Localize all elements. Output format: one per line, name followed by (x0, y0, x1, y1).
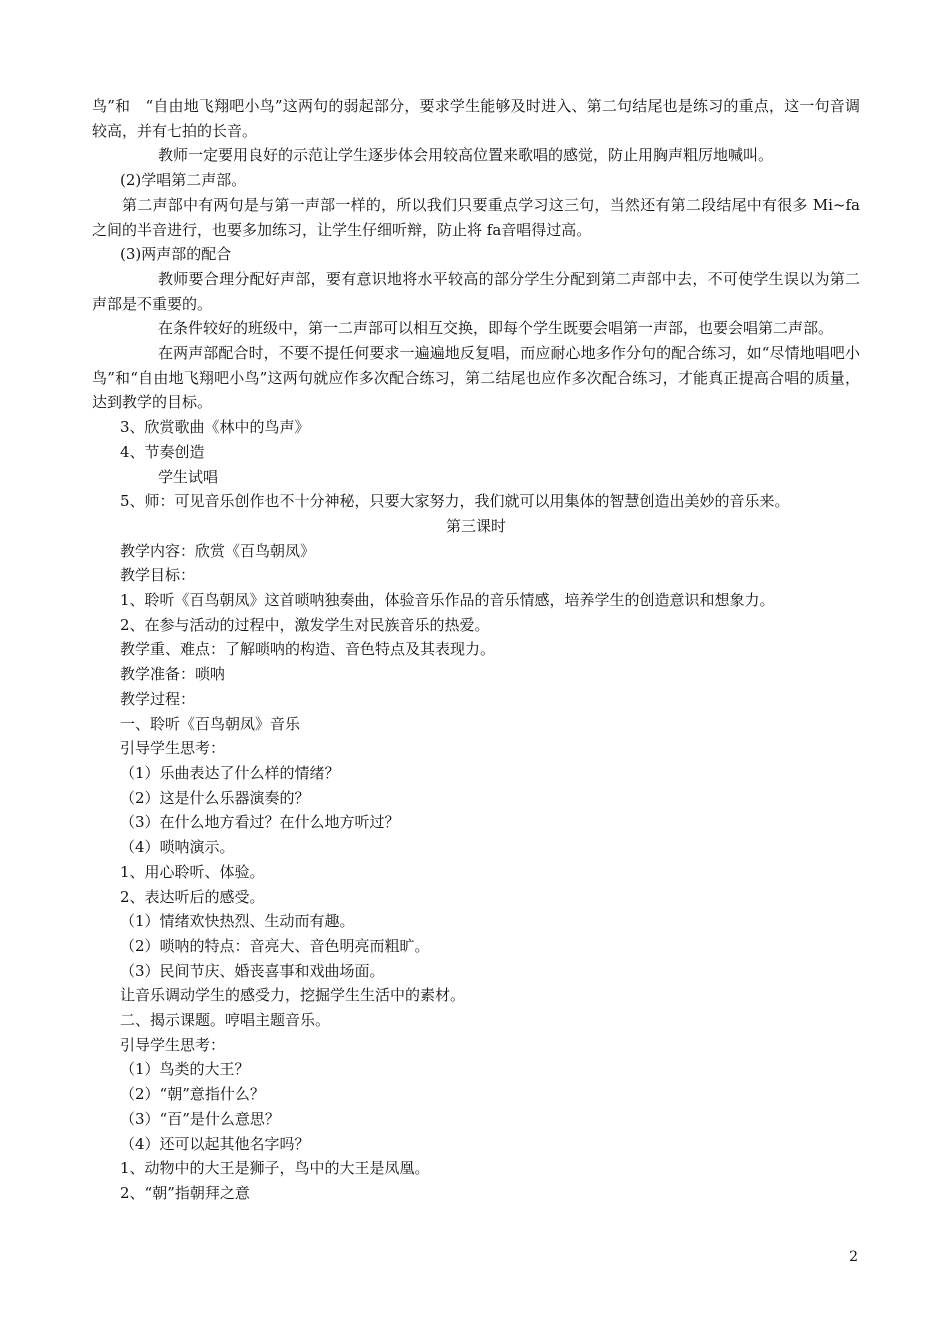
paragraph-34: 引导学生思考： (120, 1035, 226, 1054)
paragraph-8: 在两声部配合时，不要不提任何要求一遍遍地反复唱，而应耐心地多作分句的配合练习，如“尽情地唱吧小鸟”和“自由地飞翔吧小鸟”这两句就应作多次配合练习，第二结尾也应作多次配合练习，才能真正提高合唱的质量，达到教学的目标。 (92, 344, 860, 412)
list-item: （1）乐曲表达了什么样的情绪？ (120, 763, 340, 782)
page-number: 2 (849, 1249, 858, 1265)
paragraph-18: 教学重、难点：了解唢呐的构造、音色特点及其表现力。 (120, 640, 496, 659)
list-item: 1、用心聆听、体验。 (120, 862, 265, 881)
list-item: （4）还可以起其他名字吗？ (120, 1134, 310, 1153)
paragraph-9: 3、欣赏歌曲《林中的鸟声》 (120, 418, 310, 437)
paragraph-7: 在条件较好的班级中，第一二声部可以相互交换，即每个学生既要会唱第一声部，也要会唱第二声部。 (158, 319, 834, 338)
list-item: 1、动物中的大王是狮子，鸟中的大王是凤凰。 (120, 1159, 430, 1178)
paragraph-4: 第二声部中有两句是与第一声部一样的，所以我们只要重点学习这三句，当然还有第二段结尾中有很多 Mi~fa之间的半音进行，也要多加练习，让学生仔细听辩，防止将 fa音唱得过高。 (92, 195, 860, 239)
paragraph-33: 二、揭示课题。哼唱主题音乐。 (120, 1011, 331, 1030)
paragraph-5: (3)两声部的配合 (120, 245, 232, 264)
paragraph-11: 学生试唱 (158, 467, 219, 486)
paragraph-15: 教学目标： (120, 566, 196, 585)
paragraph-1: 鸟”和 “自由地飞翔吧小鸟”这两句的弱起部分，要求学生能够及时进入、第二句结尾也是练习的重点，这一句音调较高，并有七拍的长音。 (92, 97, 860, 140)
paragraph-12: 5、师：可见音乐创作也不十分神秘，只要大家努力，我们就可以用集体的智慧创造出美妙的音乐来。 (120, 492, 790, 511)
list-item: （1）鸟类的大王？ (120, 1060, 250, 1079)
document-body (92, 94, 860, 1206)
list-item: （2）唢呐的特点：音亮大、音色明亮而粗旷。 (120, 936, 430, 955)
list-item: 2、“朝”指朝拜之意 (120, 1183, 250, 1202)
paragraph-10: 4、节奏创造 (120, 442, 205, 461)
paragraph-20: 教学过程： (120, 689, 196, 708)
section-heading: 第三课时 (445, 516, 506, 535)
paragraph-2: 教师一定要用良好的示范让学生逐步体会用较高位置来歌唱的感觉，防止用胸声粗厉地喊叫。 (158, 146, 774, 165)
paragraph-17: 2、在参与活动的过程中，激发学生对民族音乐的热爱。 (120, 615, 490, 634)
paragraph-6: 教师要合理分配好声部，要有意识地将水平较高的部分学生分配到第二声部中去，不可使学生误以为第二声部是不重要的。 (92, 269, 860, 313)
paragraph-19: 教学准备：唢呐 (120, 665, 226, 684)
list-item: （3）民间节庆、婚丧喜事和戏曲场面。 (120, 961, 385, 980)
list-item: （3）“百”是什么意思？ (120, 1109, 280, 1128)
list-item: （4）唢呐演示。 (120, 838, 235, 857)
list-item: （3）在什么地方看过？在什么地方听过？ (120, 813, 400, 832)
list-item: （1）情绪欢快热烈、生动而有趣。 (120, 912, 355, 931)
paragraph-16: 1、聆听《百鸟朝凤》这首唢呐独奏曲，体验音乐作品的音乐情感，培养学生的创造意识和想象力。 (120, 591, 775, 610)
list-item: （2）“朝”意指什么？ (120, 1085, 265, 1104)
paragraph-3: (2)学唱第二声部。 (120, 171, 247, 190)
list-item: （2）这是什么乐器演奏的？ (120, 788, 310, 807)
paragraph-21: 一、聆听《百鸟朝凤》音乐 (120, 714, 301, 733)
list-item: 2、表达听后的感受。 (120, 887, 265, 906)
paragraph-32: 让音乐调动学生的感受力，挖掘学生生活中的素材。 (120, 986, 466, 1005)
paragraph-22: 引导学生思考： (120, 739, 226, 758)
paragraph-14: 教学内容：欣赏《百鸟朝凤》 (120, 541, 316, 560)
